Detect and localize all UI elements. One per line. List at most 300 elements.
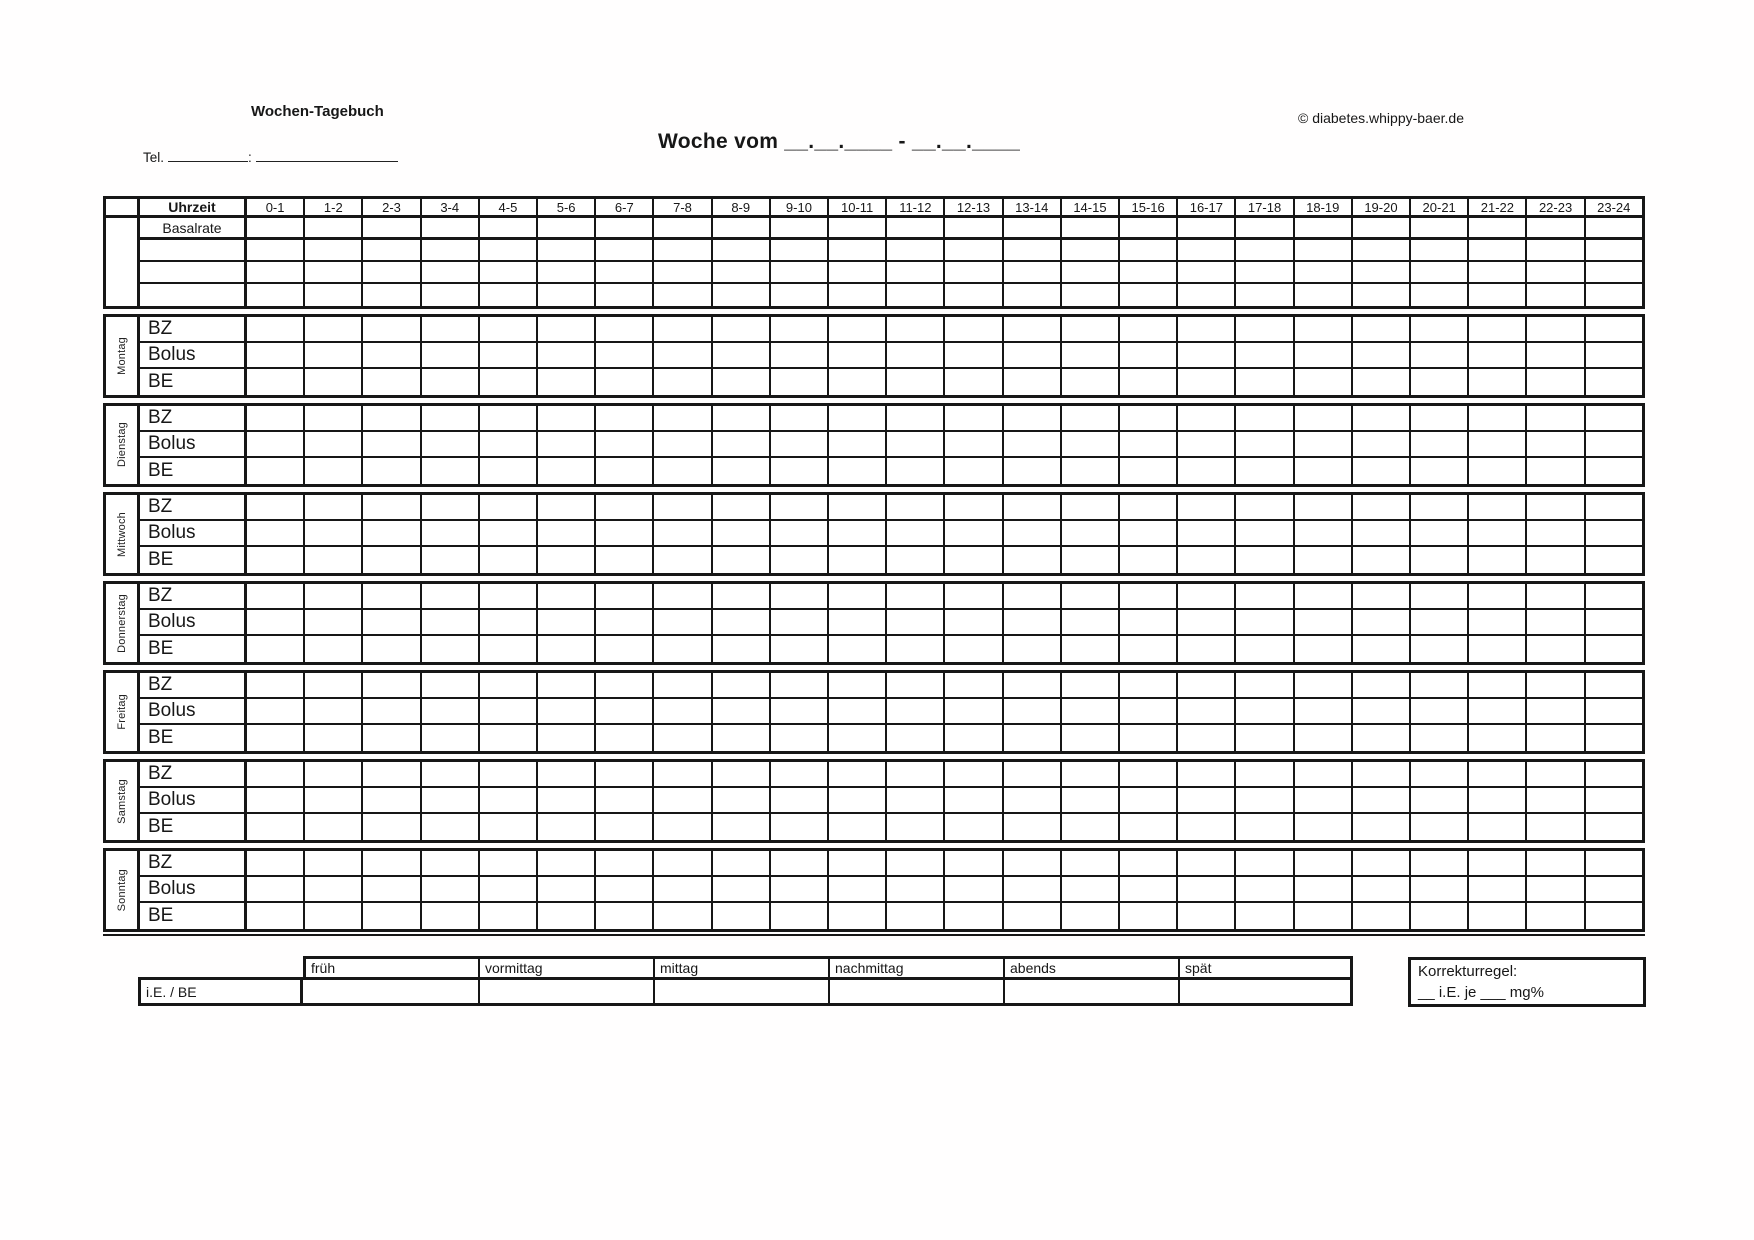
entry-cell [1353, 406, 1411, 430]
entry-cell [1586, 432, 1642, 456]
entry-cell [538, 851, 596, 875]
entry-cell [945, 699, 1003, 723]
entry-cell [1411, 725, 1469, 751]
row-label-be: BE [140, 636, 247, 662]
entry-cell [1586, 317, 1642, 341]
entry-cell [247, 788, 305, 812]
entry-cell [305, 788, 363, 812]
entry-cell [1178, 762, 1236, 786]
entry-cell [771, 284, 829, 306]
entry-cell [1353, 725, 1411, 751]
entry-cell [1062, 673, 1120, 697]
entry-cell [1120, 521, 1178, 545]
day-cells [247, 851, 1642, 875]
entry-cell [538, 495, 596, 519]
entry-cell [1295, 610, 1353, 634]
entry-cell [1062, 432, 1120, 456]
entry-cell [1469, 547, 1527, 573]
entry-cell [1469, 369, 1527, 395]
day-block-montag [103, 314, 1645, 398]
entry-cell [1527, 369, 1585, 395]
entry-cell [1527, 610, 1585, 634]
entry-cell [1469, 636, 1527, 662]
entry-cell [1353, 851, 1411, 875]
entry-cell [829, 218, 887, 237]
entry-cell [596, 699, 654, 723]
row-label-bolus: Bolus [140, 610, 247, 634]
day-rows [140, 673, 1642, 751]
entry-cell [422, 788, 480, 812]
entry-cell [480, 762, 538, 786]
entry-cell [596, 673, 654, 697]
day-row [140, 343, 1642, 369]
entry-cell [1295, 584, 1353, 608]
entry-cell [1411, 317, 1469, 341]
entry-cell [945, 432, 1003, 456]
entry-cell [829, 317, 887, 341]
correction-box [1408, 957, 1646, 1007]
entry-cell [887, 610, 945, 634]
entry-cell [654, 262, 712, 282]
entry-cell [713, 458, 771, 484]
basal-cells [247, 262, 1642, 282]
entry-cell [422, 240, 480, 260]
entry-cell [1120, 725, 1178, 751]
entry-cell [945, 814, 1003, 840]
entry-cell [1120, 284, 1178, 306]
entry-cell [945, 240, 1003, 260]
entry-cell [1353, 762, 1411, 786]
entry-cell [1469, 262, 1527, 282]
day-row [140, 521, 1642, 547]
entry-cell [538, 636, 596, 662]
entry-cell [654, 458, 712, 484]
entry-cell [1178, 458, 1236, 484]
entry-cell [1004, 284, 1062, 306]
entry-cell [1004, 636, 1062, 662]
entry-cell [305, 317, 363, 341]
entry-cell [1178, 495, 1236, 519]
entry-cell [887, 851, 945, 875]
day-row [140, 610, 1642, 636]
entry-cell [538, 432, 596, 456]
entry-cell [538, 547, 596, 573]
entry-cell [829, 762, 887, 786]
entry-cell [1586, 725, 1642, 751]
entry-cell [247, 406, 305, 430]
hour-header: 17-18 [1236, 199, 1294, 215]
entry-cell [1178, 343, 1236, 367]
entry-cell [1062, 547, 1120, 573]
summary-period-header: vormittag [478, 956, 653, 980]
day-block-donnerstag [103, 581, 1645, 665]
day-row [140, 725, 1642, 751]
entry-cell [1062, 725, 1120, 751]
entry-cell [945, 762, 1003, 786]
entry-cell [1004, 903, 1062, 929]
day-rows [140, 851, 1642, 929]
entry-cell [1295, 814, 1353, 840]
day-row [140, 317, 1642, 343]
entry-cell [480, 788, 538, 812]
basal-row [140, 218, 1642, 240]
entry-cell [887, 788, 945, 812]
entry-cell [1236, 814, 1294, 840]
entry-cell [829, 636, 887, 662]
day-rows [140, 495, 1642, 573]
entry-cell [887, 547, 945, 573]
day-row [140, 636, 1642, 662]
entry-cell [538, 458, 596, 484]
entry-cell [771, 762, 829, 786]
entry-cell [363, 218, 421, 237]
entry-cell [1004, 458, 1062, 484]
entry-cell [538, 218, 596, 237]
entry-cell [1586, 406, 1642, 430]
entry-cell [1527, 788, 1585, 812]
entry-cell [596, 788, 654, 812]
entry-cell [829, 432, 887, 456]
entry-cell [1062, 218, 1120, 237]
entry-cell [1353, 495, 1411, 519]
entry-cell [538, 673, 596, 697]
entry-cell [713, 673, 771, 697]
entry-cell [1004, 877, 1062, 901]
entry-cell [596, 636, 654, 662]
basal-empty-label [140, 284, 247, 306]
entry-cell [1004, 262, 1062, 282]
entry-cell [654, 610, 712, 634]
entry-cell [1411, 699, 1469, 723]
entry-cell [1178, 406, 1236, 430]
entry-cell [1178, 218, 1236, 237]
entry-cell [305, 521, 363, 545]
entry-cell [247, 240, 305, 260]
entry-cell [538, 725, 596, 751]
entry-cell [829, 284, 887, 306]
entry-cell [713, 762, 771, 786]
day-blocks [103, 314, 1645, 932]
hour-header: 23-24 [1597, 199, 1631, 215]
entry-cell [713, 343, 771, 367]
entry-cell [1004, 406, 1062, 430]
entry-cell [305, 699, 363, 723]
day-side [106, 851, 140, 929]
entry-cell [363, 699, 421, 723]
summary-data-row [138, 980, 1353, 1006]
entry-cell [713, 699, 771, 723]
entry-cell [422, 814, 480, 840]
entry-cell [1586, 699, 1642, 723]
entry-cell [480, 458, 538, 484]
entry-cell [829, 547, 887, 573]
entry-cell [480, 284, 538, 306]
day-name-label: Sonntag [115, 868, 128, 912]
table-header-row [103, 196, 1645, 218]
entry-cell [1120, 584, 1178, 608]
entry-cell [363, 317, 421, 341]
entry-cell [596, 432, 654, 456]
entry-cell [1469, 610, 1527, 634]
entry-cell [1236, 547, 1294, 573]
entry-cell [1236, 458, 1294, 484]
entry-cell [538, 610, 596, 634]
entry-cell [247, 725, 305, 751]
entry-cell [1411, 369, 1469, 395]
entry-cell [1295, 762, 1353, 786]
entry-cell [480, 851, 538, 875]
row-label-bz: BZ [140, 762, 247, 786]
entry-cell [1527, 636, 1585, 662]
entry-cell [713, 725, 771, 751]
summary-period-header: nachmittag [828, 956, 1003, 980]
entry-cell [945, 788, 1003, 812]
entry-cell [247, 343, 305, 367]
entry-cell [1586, 458, 1642, 484]
day-rows [140, 584, 1642, 662]
entry-cell [1469, 458, 1527, 484]
row-label-be: BE [140, 547, 247, 573]
entry-cell [596, 240, 654, 260]
entry-cell [887, 673, 945, 697]
entry-cell [1295, 903, 1353, 929]
summary-table [138, 956, 1353, 1006]
entry-cell [1586, 495, 1642, 519]
entry-cell [1527, 725, 1585, 751]
entry-cell [1120, 458, 1178, 484]
entry-cell [713, 218, 771, 237]
entry-cell [1353, 673, 1411, 697]
entry-cell [247, 851, 305, 875]
entry-cell [1004, 240, 1062, 260]
week-title: Woche vom __.__.____ - __.__.____ [658, 130, 1021, 153]
entry-cell [1062, 343, 1120, 367]
entry-cell [1586, 343, 1642, 367]
entry-cell [363, 762, 421, 786]
entry-cell [480, 610, 538, 634]
entry-cell [422, 877, 480, 901]
entry-cell [1004, 369, 1062, 395]
entry-cell [945, 547, 1003, 573]
hour-header: 15-16 [1120, 199, 1178, 215]
entry-cell [596, 725, 654, 751]
day-row [140, 851, 1642, 877]
entry-cell [363, 240, 421, 260]
entry-cell [422, 762, 480, 786]
entry-cell [1527, 458, 1585, 484]
entry-cell [363, 851, 421, 875]
entry-cell [480, 262, 538, 282]
entry-cell [713, 369, 771, 395]
entry-cell [1062, 495, 1120, 519]
entry-cell [596, 406, 654, 430]
hour-header: 11-12 [887, 199, 945, 215]
basal-side-cell [106, 218, 140, 306]
entry-cell [480, 495, 538, 519]
entry-cell [480, 432, 538, 456]
entry-cell [1527, 406, 1585, 430]
entry-cell [422, 317, 480, 341]
entry-cell [1236, 610, 1294, 634]
entry-cell [1120, 699, 1178, 723]
entry-cell [1120, 851, 1178, 875]
entry-cell [596, 495, 654, 519]
entry-cell [1295, 218, 1353, 237]
entry-cell [1353, 521, 1411, 545]
entry-cell [945, 521, 1003, 545]
tel-blank-1 [168, 149, 248, 162]
entry-cell [363, 673, 421, 697]
entry-cell [654, 343, 712, 367]
entry-cell [247, 317, 305, 341]
entry-cell [422, 584, 480, 608]
entry-cell [1062, 369, 1120, 395]
entry-cell [596, 762, 654, 786]
hour-header: 7-8 [654, 199, 712, 215]
entry-cell [305, 406, 363, 430]
entry-cell [480, 877, 538, 901]
entry-cell [1353, 317, 1411, 341]
entry-cell [654, 218, 712, 237]
entry-cell [1586, 673, 1642, 697]
summary-row-label: i.E. / BE [138, 977, 303, 1006]
entry-cell [1295, 343, 1353, 367]
entry-cell [1527, 495, 1585, 519]
entry-cell [1236, 762, 1294, 786]
entry-cell [1120, 317, 1178, 341]
day-row [140, 877, 1642, 903]
entry-cell [945, 218, 1003, 237]
day-side [106, 584, 140, 662]
entry-cell [1178, 521, 1236, 545]
day-cells [247, 814, 1642, 840]
basal-row [140, 284, 1642, 306]
hour-header: 3-4 [422, 199, 480, 215]
entry-cell [363, 903, 421, 929]
hour-headers [247, 199, 1642, 215]
entry-cell [887, 495, 945, 519]
entry-cell [538, 699, 596, 723]
entry-cell [713, 262, 771, 282]
entry-cell [1004, 725, 1062, 751]
row-label-be: BE [140, 725, 247, 751]
basal-empty-label [140, 262, 247, 282]
entry-cell [829, 610, 887, 634]
entry-cell [480, 406, 538, 430]
day-name-label: Donnerstag [115, 593, 128, 653]
entry-cell [422, 406, 480, 430]
entry-cell [305, 343, 363, 367]
entry-cell [1469, 406, 1527, 430]
entry-cell [1527, 284, 1585, 306]
entry-cell [1062, 584, 1120, 608]
entry-cell [1586, 262, 1642, 282]
entry-cell [1411, 814, 1469, 840]
day-row [140, 547, 1642, 573]
entry-cell [1527, 547, 1585, 573]
entry-cell [1353, 240, 1411, 260]
entry-cell [596, 521, 654, 545]
entry-cell [1295, 317, 1353, 341]
entry-cell [1469, 584, 1527, 608]
entry-cell [1062, 788, 1120, 812]
tel-label: Tel. [143, 150, 165, 165]
basal-cells [247, 240, 1642, 260]
entry-cell [1411, 788, 1469, 812]
day-row [140, 495, 1642, 521]
entry-cell [771, 636, 829, 662]
entry-cell [1062, 521, 1120, 545]
entry-cell [305, 903, 363, 929]
entry-cell [1004, 814, 1062, 840]
entry-cell [480, 317, 538, 341]
entry-cell [771, 851, 829, 875]
entry-cell [1004, 673, 1062, 697]
entry-cell [422, 725, 480, 751]
entry-cell [1586, 547, 1642, 573]
entry-cell [945, 725, 1003, 751]
entry-cell [829, 262, 887, 282]
entry-cell [422, 636, 480, 662]
day-row [140, 369, 1642, 395]
row-label-bz: BZ [140, 584, 247, 608]
entry-cell [1120, 240, 1178, 260]
entry-cell [771, 877, 829, 901]
entry-cell [1004, 851, 1062, 875]
entry-cell [247, 636, 305, 662]
entry-cell [1178, 699, 1236, 723]
table-bottom-rule [103, 934, 1645, 936]
entry-cell [480, 673, 538, 697]
entry-cell [1004, 521, 1062, 545]
entry-cell [1411, 262, 1469, 282]
entry-cell [1120, 262, 1178, 282]
uhrzeit-header: Uhrzeit [140, 199, 247, 215]
row-label-bolus: Bolus [140, 432, 247, 456]
entry-cell [771, 343, 829, 367]
entry-cell [305, 240, 363, 260]
entry-cell [1527, 903, 1585, 929]
entry-cell [771, 903, 829, 929]
row-label-bz: BZ [140, 673, 247, 697]
entry-cell [1411, 343, 1469, 367]
entry-cell [713, 240, 771, 260]
entry-cell [1586, 584, 1642, 608]
entry-cell [945, 406, 1003, 430]
tel-line [143, 149, 398, 165]
entry-cell [945, 877, 1003, 901]
entry-cell [1411, 851, 1469, 875]
entry-cell [247, 495, 305, 519]
entry-cell [1411, 762, 1469, 786]
entry-cell [771, 369, 829, 395]
entry-cell [829, 877, 887, 901]
entry-cell [538, 788, 596, 812]
entry-cell [829, 584, 887, 608]
entry-cell [1586, 218, 1642, 237]
entry-cell [1236, 343, 1294, 367]
day-cells [247, 788, 1642, 812]
day-cells [247, 547, 1642, 573]
entry-cell [887, 725, 945, 751]
entry-cell [945, 458, 1003, 484]
entry-cell [829, 699, 887, 723]
entry-cell [887, 406, 945, 430]
entry-cell [1178, 317, 1236, 341]
entry-cell [887, 343, 945, 367]
entry-cell [1062, 814, 1120, 840]
entry-cell [1353, 262, 1411, 282]
